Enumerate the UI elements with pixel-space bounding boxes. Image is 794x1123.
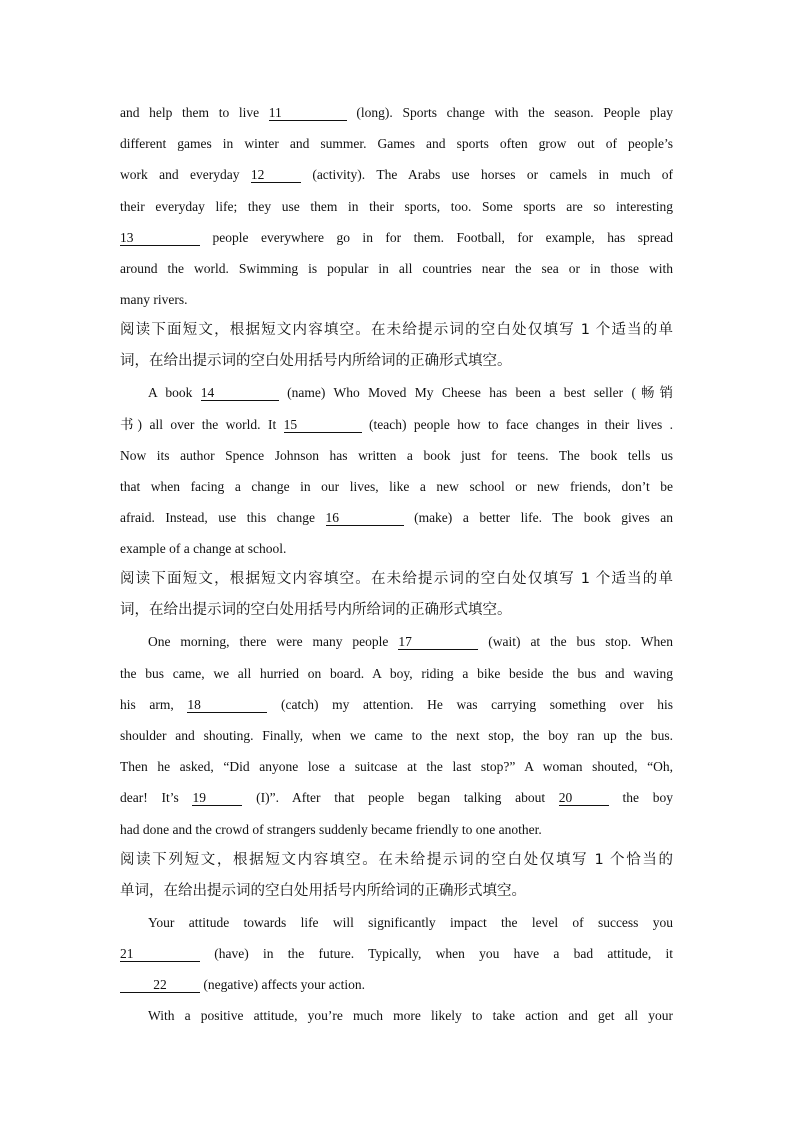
text: (activity). The Arabs use horses or camels in much of	[300, 167, 673, 183]
blank-19[interactable]: 19	[192, 790, 242, 806]
text: ) all over the world. It	[137, 416, 284, 432]
text: dear! It’s	[120, 790, 193, 806]
passage-2-line-3: Now its author Spence Johnson has written a book just for teens. The book tells us	[120, 447, 673, 463]
instruction-c-line-2: 单词，在给出提示词的空白处用括号内所给词的正确形式填空。	[120, 882, 526, 899]
passage-2-line-4: that when facing a change in our lives, like a new school or new friends, don’t be	[120, 478, 673, 494]
blank-14[interactable]: 14	[201, 385, 279, 401]
instruction-a	[120, 315, 673, 377]
instruction-c-line-1: 阅读下列短文，根据短文内容填空。在未给提示词的空白处仅填写 1 个恰当的	[120, 851, 673, 868]
document-page	[120, 97, 673, 1032]
text: his arm,	[120, 696, 188, 712]
text: (long). Sports change with the season. People play	[346, 105, 673, 120]
passage-4-line-2	[120, 938, 673, 969]
passage-1-line-4: their everyday life; they use them in their sports, too. Some sports are so interesting	[120, 198, 673, 214]
instruction-b-line-2: 词，在给出提示词的空白处用括号内所给词的正确形式填空。	[120, 602, 512, 619]
instruction-a-line-1: 阅读下面短文，根据短文内容填空。在未给提示词的空白处仅填写 1 个适当的单	[120, 322, 673, 339]
text: (catch) my attention. He was carrying something over his	[267, 696, 673, 712]
blank-16[interactable]: 16	[326, 510, 404, 526]
passage-1-line-1	[120, 97, 673, 128]
text: (wait) at the bus stop. When	[478, 634, 673, 650]
passage-3-line-2: the bus came, we all hurried on board. A boy, riding a bike beside the bus and waving	[120, 665, 673, 681]
text: (negative) affects your action.	[200, 977, 366, 993]
passage-3-line-6	[120, 782, 673, 813]
blank-22[interactable]: 22	[120, 977, 200, 993]
text: people everywhere go in for them. Football, for example, has spread	[200, 229, 673, 245]
passage-2-line-5	[120, 502, 673, 533]
text: work and everyday	[120, 167, 251, 183]
passage-4-line-3	[120, 969, 673, 1000]
text: One morning, there were many people	[148, 634, 399, 650]
passage-1-line-5	[120, 222, 673, 253]
passage-3-line-3	[120, 689, 673, 720]
passage-1	[120, 97, 673, 315]
passage-1-line-7: many rivers.	[120, 292, 188, 308]
passage-3-line-1	[120, 626, 673, 657]
blank-18[interactable]: 18	[187, 697, 267, 713]
passage-3-line-7: had done and the crowd of strangers suddenly became friendly to one another.	[120, 821, 542, 837]
passage-4-line-1: Your attitude towards life will significantly impact the level of success you	[148, 914, 673, 930]
passage-4-line-4: With a positive attitude, you’re much more likely to take action and get all your	[148, 1008, 673, 1024]
instruction-b	[120, 564, 673, 626]
blank-12[interactable]: 12	[251, 167, 301, 183]
text: (I)”. After that people began talking about	[242, 790, 559, 806]
blank-21[interactable]: 21	[120, 946, 200, 962]
passage-2	[120, 377, 673, 564]
text: and help them to live	[120, 105, 269, 120]
text: (have) in the future. Typically, when you have a bad attitude, it	[200, 945, 673, 961]
passage-1-line-6: around the world. Swimming is popular in all countries near the sea or in those with	[120, 260, 673, 276]
text: afraid. Instead, use this change	[120, 510, 326, 526]
instruction-b-line-1: 阅读下面短文，根据短文内容填空。在未给提示词的空白处仅填写 1 个适当的单	[120, 571, 673, 588]
passage-3-line-4: shoulder and shouting. Finally, when we came to the next stop, the boy ran up the bus.	[120, 728, 673, 743]
text: 书	[120, 416, 138, 433]
passage-3	[120, 626, 673, 844]
blank-13[interactable]: 13	[120, 230, 200, 246]
text: (make) a better life. The book gives an	[403, 510, 673, 526]
text: (name) Who Moved My Cheese has been a best seller (畅销	[278, 385, 673, 401]
text: (teach) people how to face changes in their lives .	[361, 416, 673, 432]
passage-2-line-6: example of a change at school.	[120, 541, 287, 557]
passage-1-line-3	[120, 159, 673, 190]
passage-2-line-1	[120, 377, 673, 408]
text: the boy	[608, 790, 673, 806]
blank-15[interactable]: 15	[284, 417, 362, 433]
instruction-a-line-2: 词，在给出提示词的空白处用括号内所给词的正确形式填空。	[120, 353, 512, 370]
passage-2-line-2	[120, 409, 673, 440]
blank-17[interactable]: 17	[398, 634, 478, 650]
passage-4	[120, 907, 673, 1032]
passage-1-line-2: different games in winter and summer. Games and sports often grow out of people’s	[120, 136, 673, 152]
passage-3-line-5: Then he asked, “Did anyone lose a suitcase at the last stop?” A woman shouted, “Oh,	[120, 759, 673, 775]
blank-11[interactable]: 11	[269, 105, 347, 121]
blank-20[interactable]: 20	[559, 790, 609, 806]
text: A book	[148, 385, 201, 401]
instruction-c	[120, 845, 673, 907]
